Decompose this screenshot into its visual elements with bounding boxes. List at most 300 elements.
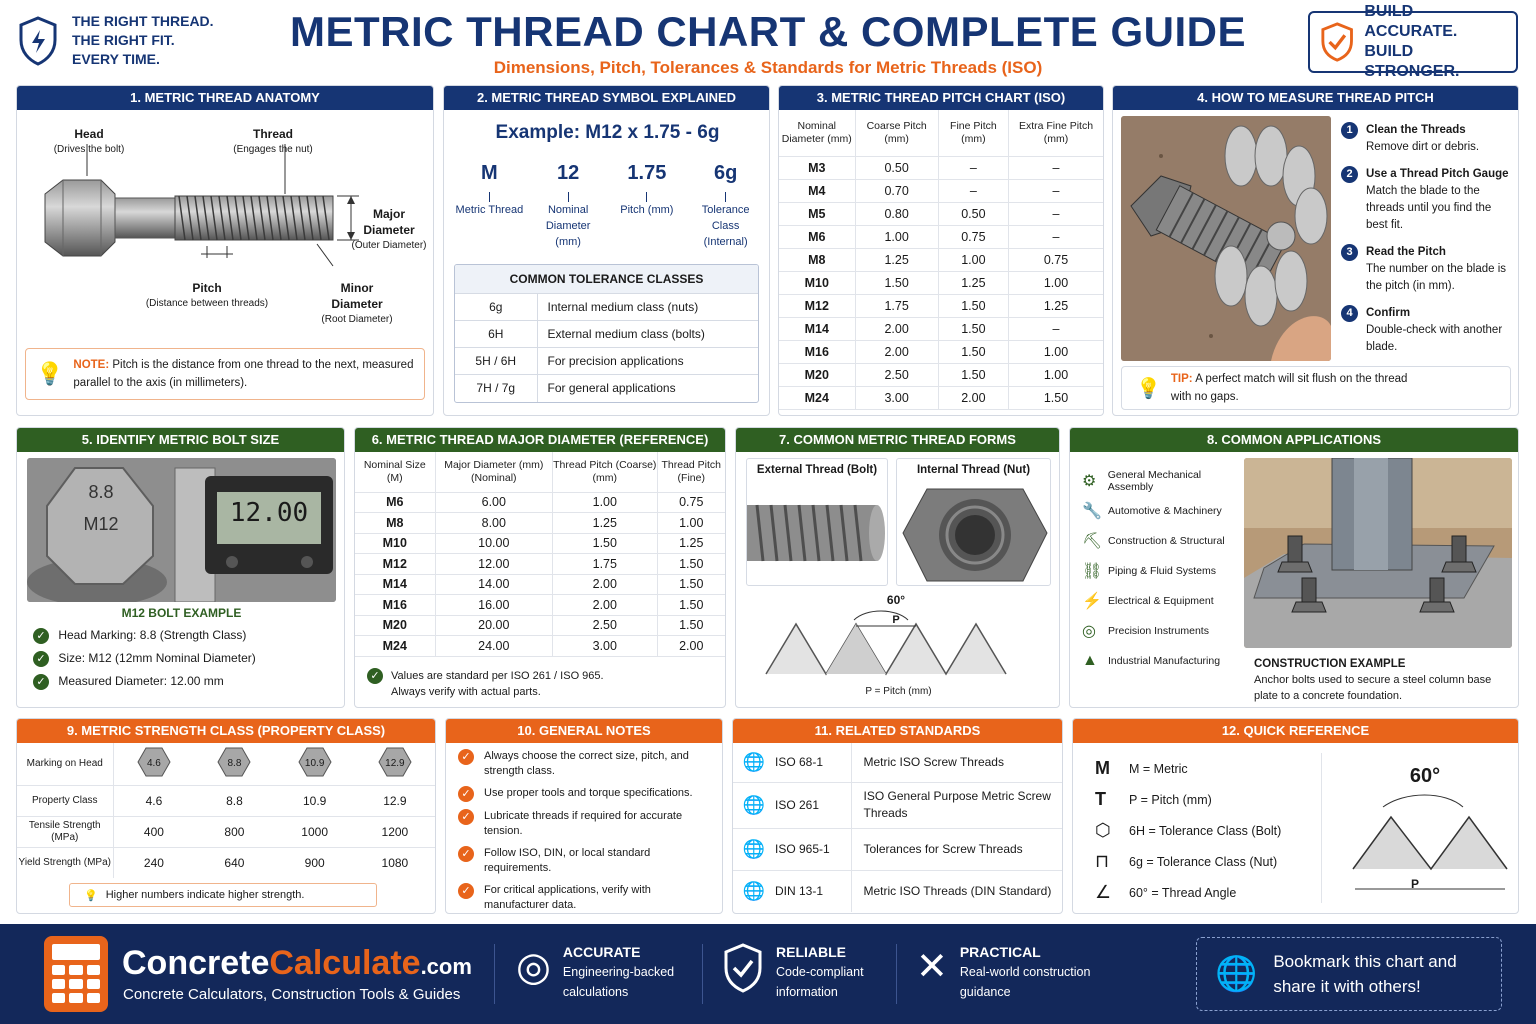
section-general-notes [445,718,723,914]
page-title: METRIC THREAD CHART & COMPLETE GUIDE [290,8,1246,55]
list-item [1341,166,1513,234]
nominal-size-cell: M16 [355,595,435,616]
pitch-cell: 1.50 [855,271,938,294]
diameter-cell: 1.00 [657,513,725,534]
list-item [1082,526,1247,556]
symbol-part [453,162,525,250]
tolerance-class: 5H / 6H [455,348,537,375]
external-thread-panel [746,458,888,586]
column-header: Nominal Size (M) [355,452,435,492]
tolerance-class: 6H [455,321,537,348]
brand-part-1: Concrete [122,944,270,982]
note-text: Lubricate threads if required for accurate tension. [484,810,683,837]
table-row [733,870,1062,912]
section-thread-forms [735,427,1060,708]
row-label: Tensile Strength (MPa) [17,816,113,847]
pitch-cell: – [1009,179,1104,202]
note-text: Use proper tools and torque specifications. [484,787,693,799]
standard-code: DIN 13-1 [775,870,851,912]
thread-form-caption: P = Pitch (mm) [865,686,932,697]
list-item [458,749,716,779]
section-strength-class [16,718,436,914]
nut-photo [897,481,1051,585]
table-row [355,615,725,636]
diameter-cell: 16.00 [435,595,553,616]
strength-note [69,883,377,907]
column-header: Major Diameter (mm) (Nominal) [435,452,553,492]
step-title: Confirm [1366,307,1411,319]
pitch-cell: 3.00 [855,386,938,409]
list-item [33,651,256,674]
diameter-cell: 24.00 [435,636,553,657]
pitch-cell: – [1009,202,1104,225]
bookmark-cta[interactable] [1196,937,1502,1011]
check-icon: ✓ [33,651,49,667]
list-item-text: Head Marking: 8.8 (Strength Class) [58,628,247,643]
label-pitch-title: Pitch [192,281,222,295]
step-desc: Match the blade to the threads until you find the best fit. [1366,185,1492,231]
lightbulb-icon: 💡 [1136,377,1161,400]
pitch-cell: 1.00 [1009,271,1104,294]
globe-icon: 🌐 [1215,955,1258,993]
list-item [1082,616,1247,646]
tolerance-table-title: COMMON TOLERANCE CLASSES [455,265,758,293]
step-desc: Remove dirt or debris. [1366,141,1480,153]
pitch-cell: 2.00 [855,340,938,363]
note-text: Follow ISO, DIN, or local standard requirements. [484,847,651,874]
note-label: NOTE: [73,359,110,371]
step-desc: The number on the blade is the pitch (in mm). [1366,263,1507,292]
column-header: Coarse Pitch (mm) [855,110,938,156]
column-header: Fine Pitch (mm) [938,110,1008,156]
head-marking: 8.8 [227,758,242,770]
brand-part-2: Calculate [269,944,421,982]
section-measure-pitch [1112,85,1519,416]
check-icon: ✓ [367,668,383,684]
list-item-text: Measured Diameter: 12.00 mm [58,674,224,689]
tolerance-class: 6g [455,294,537,321]
table-row [779,386,1103,409]
pitch-cell: 1.00 [1009,340,1104,363]
label-thread [217,126,329,158]
nominal-size-cell: M20 [355,615,435,636]
internal-thread-panel [896,458,1051,586]
list-item [1095,753,1325,784]
list-item [33,628,256,651]
nominal-size-cell: M10 [779,271,855,294]
step-desc: Double-check with another blade. [1366,324,1503,353]
standards-table [733,743,1062,912]
section-title: 11. RELATED STANDARDS [733,719,1062,743]
lightbulb-icon: 💡 [84,889,98,902]
table-row [17,785,435,816]
symbol-part-label: Nominal Diameter (mm) [545,204,591,248]
nominal-size-cell: M3 [779,156,855,179]
quick-ref-list [1095,753,1325,908]
head-marking: 4.6 [146,758,161,770]
table-header-row [355,452,725,492]
notes-list [458,749,716,913]
pitch-cell: 1.50 [938,340,1008,363]
pitch-cell: 1.25 [938,271,1008,294]
section-title: 2. METRIC THREAD SYMBOL EXPLAINED [444,86,769,110]
list-item [458,809,716,839]
symbol-part-symbol: 12 [557,162,580,184]
bolt-example-list [33,628,256,697]
pitch-cell: 0.75 [1009,248,1104,271]
note-text: Always choose the correct size, pitch, and strength class. [484,750,689,777]
list-item [1082,556,1247,586]
tolerance-desc: For precision applications [547,354,684,368]
section-thread-anatomy [16,85,434,416]
list-item [1082,466,1247,496]
construction-example-title: CONSTRUCTION EXAMPLE [1254,658,1406,670]
list-item [1095,877,1325,908]
check-icon: ✓ [458,846,474,862]
pitch-cell: 0.80 [855,202,938,225]
table-row [17,847,435,878]
nominal-size-cell: M14 [779,317,855,340]
pitch-cell: – [938,179,1008,202]
table-row [779,156,1103,179]
diameter-cell: 1.50 [657,615,725,636]
quick-ref-text: P = Pitch (mm) [1129,792,1212,807]
diameter-cell: 10.00 [435,533,553,554]
quick-ref-text: M = Metric [1129,761,1188,776]
major-note [367,668,717,700]
diameter-cell: 1.25 [657,533,725,554]
pitch-cell: 1.75 [855,294,938,317]
table-row [779,294,1103,317]
check-icon: ✓ [458,809,474,825]
section-title: 5. IDENTIFY METRIC BOLT SIZE [17,428,344,452]
header-left-line1: THE RIGHT THREAD. [72,13,214,29]
gear-icon: ⚙ [1082,473,1097,490]
section-title: 6. METRIC THREAD MAJOR DIAMETER (REFERENCE) [355,428,725,452]
m-icon: M [1095,758,1110,778]
table-row [355,492,725,513]
symbol-part-label: Metric Thread [455,204,524,216]
globe-icon: 🌐 [742,880,766,901]
tensile-strength: 1000 [301,824,328,839]
nominal-size-cell: M8 [779,248,855,271]
section-title: 4. HOW TO MEASURE THREAD PITCH [1113,86,1518,110]
table-row [355,595,725,616]
standard-code: ISO 261 [775,782,851,828]
label-thread-title: Thread [252,127,293,141]
table-row [779,271,1103,294]
column-header: Extra Fine Pitch (mm) [1009,110,1104,156]
pitch-cell: 1.00 [938,248,1008,271]
tip-text: A perfect match will sit flush on the thread with no gaps. [1170,373,1408,403]
check-icon: ✓ [458,786,474,802]
pitch-cell: 1.50 [1009,386,1104,409]
table-row [733,782,1062,828]
construction-example [1254,656,1514,704]
diameter-cell: 1.50 [657,574,725,595]
symbol-part [532,162,604,250]
application-label: Piping & Fluid Systems [1108,565,1216,577]
page-subtitle: Dimensions, Pitch, Tolerances & Standards for Metric Threads (ISO) [493,58,1043,77]
list-item [33,674,256,697]
header-right-badge [1308,3,1518,80]
quick-ref-text: 6H = Tolerance Class (Bolt) [1129,823,1282,838]
label-pitch-sub: (Distance between threads) [145,298,269,309]
diameter-cell: 2.50 [553,615,657,636]
brand-tagline: Concrete Calculators, Construction Tools & Guides [123,986,461,1003]
application-label: General Mechanical Assembly [1107,469,1202,493]
feature-desc: Code-compliant information [776,965,864,999]
head-marking: 10.9 [304,758,325,770]
tolerance-desc: External medium class (bolts) [547,327,705,341]
yield-strength: 240 [143,855,164,870]
pitch-cell: – [1009,317,1104,340]
nominal-size-cell: M16 [779,340,855,363]
nominal-size-cell: M12 [779,294,855,317]
pitch-cell: – [1009,156,1104,179]
caliper-readout: 12.00 [229,498,309,528]
globe-icon: 🌐 [742,751,766,772]
angle-label: 60° [886,593,906,607]
pitch-label: P [1410,877,1419,891]
wrench-icon: 🔧 [1082,503,1102,520]
section-applications [1069,427,1519,708]
tolerance-table [454,264,759,403]
pitch-cell: 1.00 [855,225,938,248]
list-item [458,883,716,913]
angle-label: 60° [1409,765,1441,787]
label-major-title: Major Diameter [363,207,415,237]
property-class: 4.6 [145,793,163,808]
list-item [1341,305,1513,356]
tolerance-desc: Internal medium class (nuts) [547,300,699,314]
label-head-title: Head [74,127,104,141]
feature-title: PRACTICAL [959,944,1041,960]
major-diameter-table [355,452,725,657]
label-minor-title: Minor Diameter [331,281,383,311]
label-major-diameter [347,206,431,254]
section-title: 10. GENERAL NOTES [446,719,722,743]
nut-icon: ⬡ [1095,820,1111,840]
list-item [1095,846,1325,877]
target-icon: ◎ [1082,623,1096,640]
nominal-size-cell: M14 [355,574,435,595]
diameter-cell: 3.00 [553,636,657,657]
table-row [455,321,758,348]
bolt-caliper-photo [27,458,336,602]
table-row [455,348,758,375]
note-text: For critical applications, verify with manufacturer data. [484,884,651,911]
symbol-example: Example: M12 x 1.75 - 6g [495,122,720,143]
list-item-text: Size: M12 (12mm Nominal Diameter) [58,651,256,666]
table-row [355,574,725,595]
diameter-cell: 8.00 [435,513,553,534]
pitch-gauge-photo [1121,116,1331,361]
table-row [17,743,435,785]
standard-name: Metric ISO Threads (DIN Standard) [863,884,1052,899]
symbol-parts [444,162,770,250]
internal-thread-label: Internal Thread (Nut) [916,464,1031,476]
step-title: Clean the Threads [1366,124,1466,136]
diameter-cell: 0.75 [657,492,725,513]
check-icon: ✓ [33,674,49,690]
crane-icon: ⛏ [1082,533,1103,550]
brand-part-3: .com [420,954,472,979]
pitch-table [779,110,1103,410]
section-pitch-chart [778,85,1104,416]
label-thread-sub: (Engages the nut) [233,144,313,155]
angle-icon: ∠ [1095,882,1112,902]
list-item [1341,122,1513,156]
lightbulb-icon: 💡 [36,361,64,386]
calculator-icon [44,936,108,1012]
table-row [455,294,758,321]
section-title: 1. METRIC THREAD ANATOMY [17,86,433,110]
page-header [0,0,1536,84]
table-row [779,340,1103,363]
pitch-cell: 1.25 [855,248,938,271]
check-icon: ✓ [458,749,474,765]
diameter-cell: 12.00 [435,554,553,575]
symbol-part-symbol: M [481,162,498,184]
application-label: Precision Instruments [1108,625,1209,637]
diameter-cell: 1.50 [657,595,725,616]
standard-code: ISO 68-1 [775,743,851,782]
table-row [355,513,725,534]
globe-icon: 🌐 [742,838,766,859]
pitch-cell: 1.50 [938,363,1008,386]
bookmark-cta-text: Bookmark this chart and share it with others! [1273,952,1457,996]
pitch-cell: 1.25 [1009,294,1104,317]
step-title: Read the Pitch [1366,246,1446,258]
feature-desc: Real-world construction guidance [959,965,1091,999]
note-text: Pitch is the distance from one thread to the next, measured parallel to the axis (in millimeters). [73,359,414,389]
diameter-cell: 14.00 [435,574,553,595]
property-class: 8.8 [226,793,243,808]
pitch-label: P [892,614,900,626]
symbol-part-label: Pitch (mm) [620,204,674,216]
nominal-size-cell: M12 [355,554,435,575]
nominal-size-cell: M24 [355,636,435,657]
construction-example-text: Anchor bolts used to secure a steel column base plate to a concrete foundation. [1254,674,1492,702]
table-row [733,743,1062,782]
shield-check-icon [1320,21,1354,63]
pitch-cell: 2.00 [855,317,938,340]
tensile-strength: 800 [224,824,245,839]
label-minor-sub: (Root Diameter) [321,314,393,325]
step-number: 3 [1341,244,1358,261]
shield-check-icon [722,942,764,994]
diameter-cell: 1.50 [657,554,725,575]
label-minor-diameter [315,280,399,328]
tolerance-class: 7H / 7g [455,375,537,402]
diameter-cell: 20.00 [435,615,553,636]
external-thread-label: External Thread (Bolt) [756,464,878,476]
major-note-text: Values are standard per ISO 261 / ISO 965. Always verify with actual parts. [391,670,604,698]
feature-title: RELIABLE [776,944,846,960]
feature-reliable [722,942,876,1002]
application-label: Electrical & Equipment [1108,595,1214,607]
feature-desc: Engineering-backed calculations [562,965,675,999]
list-item [1095,815,1325,846]
table-header-row [779,110,1103,156]
pitch-cell: 0.50 [855,156,938,179]
nominal-size-cell: M10 [355,533,435,554]
table-row [779,248,1103,271]
head-marking-text-1: 8.8 [88,482,114,502]
tolerance-desc: For general applications [547,381,676,396]
table-row [733,828,1062,870]
table-row [779,317,1103,340]
label-pitch [137,280,277,312]
pipe-icon: ⛓ [1082,563,1103,580]
globe-icon: 🌐 [742,794,766,815]
standard-name: Tolerances for Screw Threads [863,842,1023,856]
bolt-thread-photo [747,481,888,585]
standard-name: Metric ISO Screw Threads [863,755,1004,770]
nominal-size-cell: M5 [779,202,855,225]
tools-icon: ✕ [916,946,948,988]
check-icon: ✓ [33,628,49,644]
section-title: 7. COMMON METRIC THREAD FORMS [736,428,1059,452]
factory-icon: ▲ [1082,652,1098,669]
label-head [41,126,137,158]
head-marking: 12.9 [385,758,405,770]
section-title: 8. COMMON APPLICATIONS [1070,428,1518,452]
pitch-cell: 1.00 [1009,363,1104,386]
step-number: 1 [1341,122,1358,139]
standard-name: ISO General Purpose Metric Screw Threads [863,789,1051,820]
table-row [355,554,725,575]
diameter-cell: 6.00 [435,492,553,513]
section-major-diameter [354,427,726,708]
footer [0,924,1536,1024]
table-row [779,202,1103,225]
application-label: Industrial Manufacturing [1108,655,1221,667]
diameter-cell: 2.00 [657,636,725,657]
pitch-cell: 1.50 [938,317,1008,340]
yield-strength: 900 [304,855,325,870]
nominal-size-cell: M20 [779,363,855,386]
caliper-icon: ⊓ [1095,851,1110,871]
section-related-standards [732,718,1063,914]
symbol-part-symbol: 1.75 [627,162,667,184]
list-item [458,786,716,802]
table-row [17,816,435,847]
diameter-cell: 1.75 [553,554,657,575]
column-header: Thread Pitch (Fine) [657,452,725,492]
brand-name[interactable] [122,944,472,983]
electrical-icon: ⚡ [1082,593,1102,610]
check-icon: ✓ [458,883,474,899]
section-symbol-explained [443,85,770,416]
list-item [1082,496,1247,526]
list-item [1095,784,1325,815]
strength-note-text: Higher numbers indicate higher strength. [105,889,305,901]
list-item [458,846,716,876]
table-row [779,179,1103,202]
list-item [1082,646,1247,676]
target-icon: ◎ [516,945,551,989]
pitch-cell: 0.50 [938,202,1008,225]
symbol-part [611,162,683,250]
symbol-part-label: Tolerance Class (Internal) [701,204,750,248]
head-marking-text-2: M12 [83,514,119,534]
label-major-sub: (Outer Diameter) [351,240,427,251]
property-class: 10.9 [302,793,327,808]
note-box [25,348,425,400]
bolt-icon: T [1095,789,1106,809]
